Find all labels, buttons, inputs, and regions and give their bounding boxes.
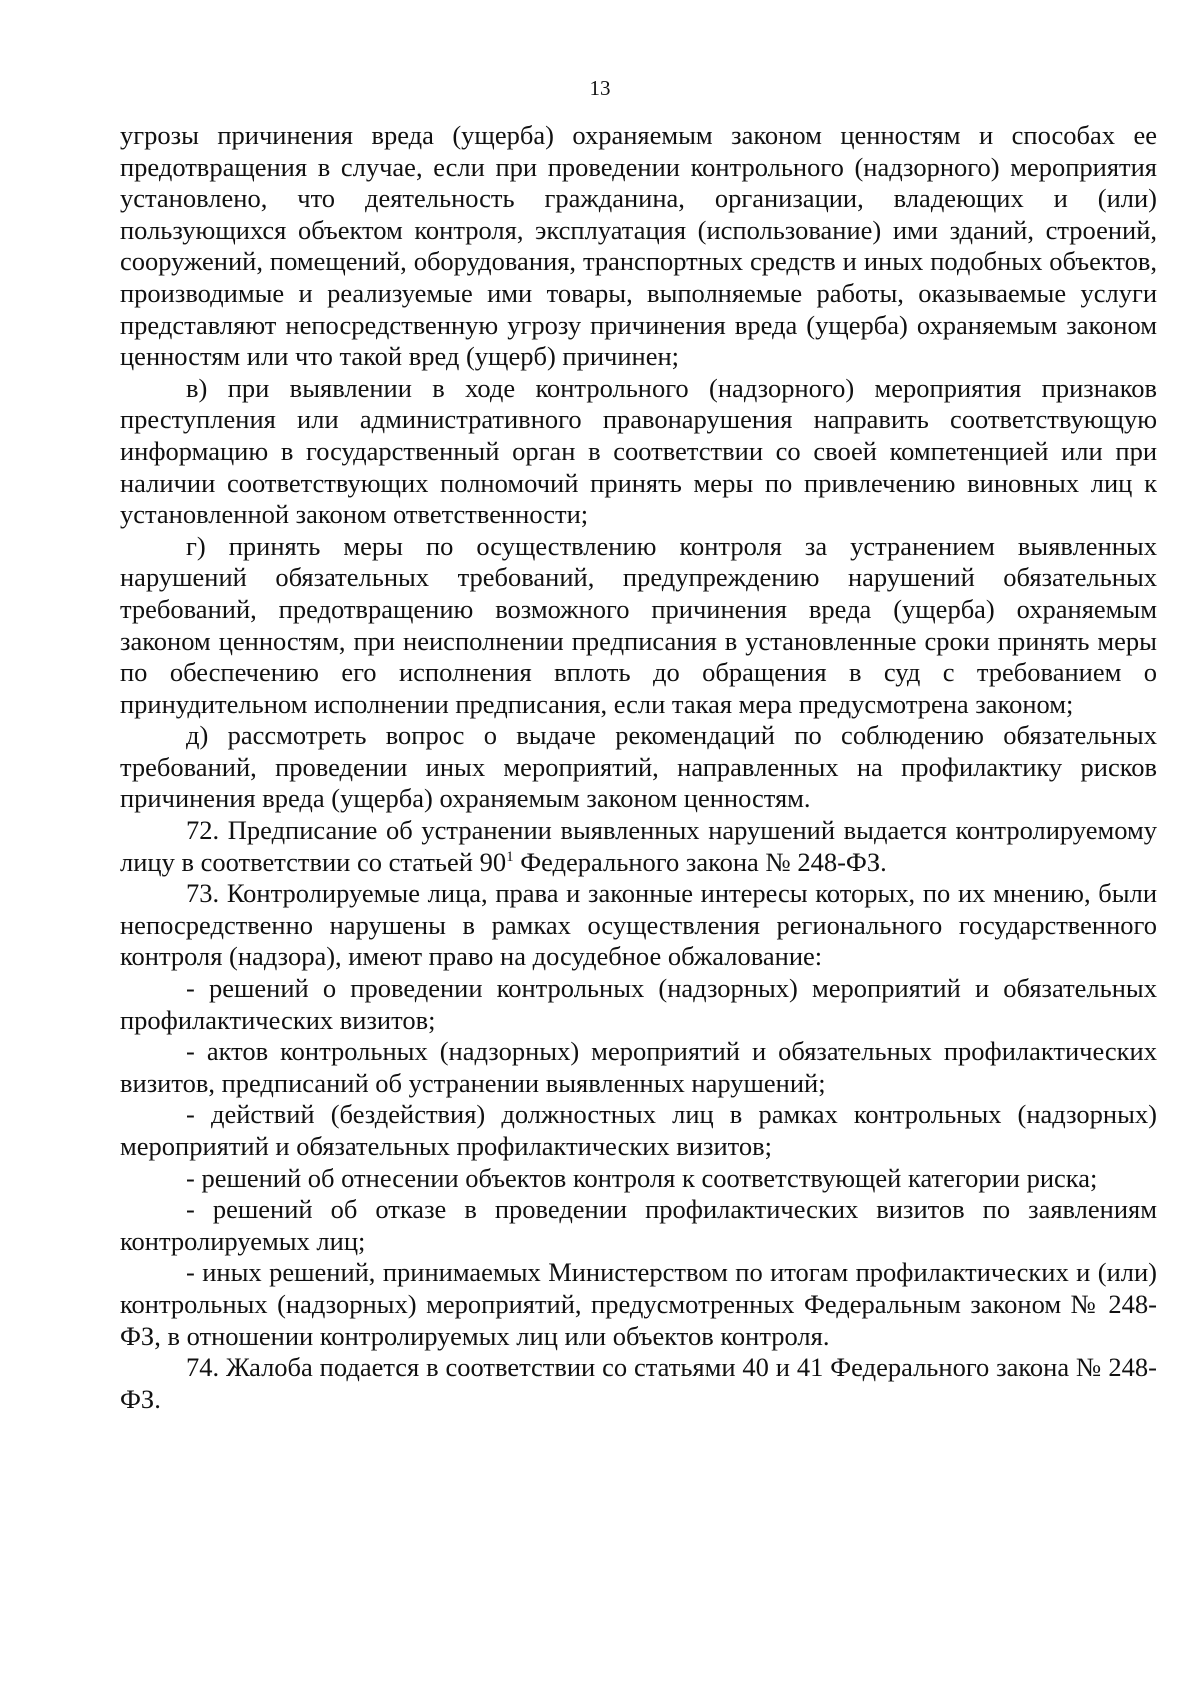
paragraph-item-d: д) рассмотреть вопрос о выдаче рекомендаций по соблюдению обязательных требований, проведении иных мероприятий, направленных на профилактику рисков причинения вреда (ущерба) охраняемым законом ценностям. [120,720,1157,814]
page-number: 13 [589,76,611,100]
paragraph-74: 74. Жалоба подается в соответствии со статьями 40 и 41 Федерального закона № 248-ФЗ. [120,1352,1157,1414]
paragraph-threat-continuation: угрозы причинения вреда (ущерба) охраняемым законом ценностям и способах ее предотвращения в случае, если при проведении контрольного (надзорного) мероприятия установлено, что деятельность гражданина, организации, владеющих и (или) пользующихся объектом контроля, эксплуатация (использование) ими зданий, строений, сооружений, помещений, оборудования, транспортных средств и иных подобных объектов, производимые и реализуемые ими товары, выполняемые работы, оказываемые услуги представляют непосредственную угрозу причинения вреда (ущерба) охраняемым законом ценностям или что такой вред (ущерб) причинен; [120,120,1157,372]
list-item-other-decisions: - иных решений, принимаемых Министерством по итогам профилактических и (или) контрольных (надзорных) мероприятий, предусмотренных Федеральным законом № 248-ФЗ, в отношении контролируемых лиц или объектов контроля. [120,1257,1157,1351]
list-item-decisions: - решений о проведении контрольных (надзорных) мероприятий и обязательных профилактических визитов; [120,973,1157,1035]
paragraph-72-text: 72. Предписание об устранении выявленных нарушений выдается контролируемому лицу в соответствии со статьей 90 [120,815,1157,877]
paragraph-73: 73. Контролируемые лица, права и законные интересы которых, по их мнению, были непосредственно нарушены в рамках осуществления регионального государственного контроля (надзора), имеют право на досудебное обжалование: [120,878,1157,972]
paragraph-72-text-end: Федерального закона № 248-ФЗ. [513,846,887,877]
paragraph-item-v: в) при выявлении в ходе контрольного (надзорного) мероприятия признаков преступления или административного правонарушения направить соответствующую информацию в государственный орган в соответствии со своей компетенцией или при наличии соответствующих полномочий принять меры по привлечению виновных лиц к установленной законом ответственности; [120,372,1157,530]
list-item-risk-category: - решений об отнесении объектов контроля к соответствующей категории риска; [186,1162,1098,1193]
list-item-actions: - действий (бездействия) должностных лиц в рамках контрольных (надзорных) мероприятий и обязательных профилактических визитов; [120,1099,1157,1161]
paragraph-item-g: г) принять меры по осуществлению контроля за устранением выявленных нарушений обязательных требований, предупреждению нарушений обязательных требований, предотвращению возможного причинения вреда (ущерба) охраняемым законом ценностям, при неисполнении предписания в установленные сроки принять меры по обеспечению его исполнения вплоть до обращения в суд с требованием о принудительном исполнении предписания, если такая мера предусмотрена законом; [120,530,1157,719]
list-item-acts: - актов контрольных (надзорных) мероприятий и обязательных профилактических визитов, предписаний об устранении выявленных нарушений; [120,1036,1157,1098]
document-body [120,120,1157,1415]
list-item-refusal: - решений об отказе в проведении профилактических визитов по заявлениям контролируемых лиц; [120,1194,1157,1256]
article-superscript: 1 [506,848,514,865]
paragraph-72 [120,815,1157,878]
